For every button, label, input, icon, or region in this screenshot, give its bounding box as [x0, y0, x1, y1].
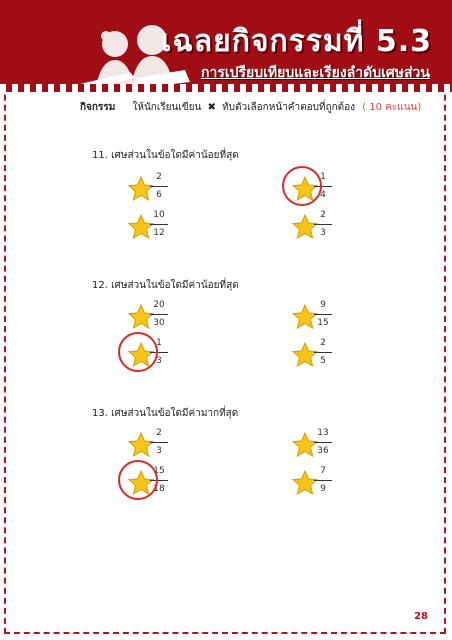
fraction [148, 210, 170, 239]
fraction [148, 300, 170, 329]
question-11-text: 11. เศษส่วนในข้อใดมีค่าน้อยที่สุด [92, 150, 239, 161]
fraction-bar [314, 442, 332, 443]
points-label: ( 10 คะแนน) [362, 102, 422, 113]
activity-label: กิจกรรม [80, 102, 116, 113]
answer-option[interactable] [128, 338, 208, 372]
fraction-bar [314, 352, 332, 353]
fraction-bar [150, 186, 168, 187]
fraction-numerator: 9 [320, 300, 326, 310]
fraction-denominator: 36 [317, 446, 329, 456]
fraction-bar [314, 224, 332, 225]
fraction-numerator: 2 [156, 172, 162, 182]
answer-option[interactable] [128, 172, 208, 206]
fraction [148, 172, 170, 201]
fraction-bar [314, 480, 332, 481]
fraction-denominator: 4 [320, 190, 326, 200]
answer-option[interactable] [292, 172, 372, 206]
instruction-text-before: ให้นักเรียนเขียน [132, 102, 202, 113]
fraction-numerator: 2 [320, 210, 326, 220]
fraction-numerator: 2 [320, 338, 326, 348]
page-border [4, 4, 446, 634]
fraction-numerator: 1 [320, 172, 326, 182]
header-banner [0, 0, 452, 92]
fraction-bar [150, 442, 168, 443]
fraction-numerator: 10 [153, 210, 165, 220]
fraction-bar [314, 314, 332, 315]
fraction-denominator: 6 [156, 190, 162, 200]
page-number: 28 [414, 611, 428, 622]
fraction [312, 466, 334, 495]
fraction-numerator: 20 [153, 300, 165, 310]
fraction [312, 210, 334, 239]
page-title: เฉลยกิจกรรมที่ 5.3 [161, 24, 432, 59]
cross-mark-icon: ✖ [207, 102, 216, 113]
fraction-denominator: 3 [320, 228, 326, 238]
answer-option[interactable] [292, 428, 372, 462]
correct-answer-circle [118, 332, 158, 372]
instruction-text-after: ทับตัวเลือกหน้าคำตอบที่ถูกต้อง [222, 102, 356, 113]
instructions-line [80, 100, 420, 115]
answer-option[interactable] [128, 300, 208, 334]
fraction-bar [150, 314, 168, 315]
page-subtitle: การเปรียบเทียบและเรียงลำดับเศษส่วน [200, 65, 430, 81]
fraction [312, 428, 334, 457]
fraction-numerator: 7 [320, 466, 326, 476]
fraction-denominator: 3 [156, 446, 162, 456]
fraction-bar [150, 224, 168, 225]
fraction-denominator: 15 [317, 318, 329, 328]
fraction [312, 338, 334, 367]
fraction-denominator: 3 [156, 356, 162, 366]
fraction-denominator: 30 [153, 318, 165, 328]
fraction-numerator: 2 [156, 428, 162, 438]
correct-answer-circle [118, 460, 158, 500]
fraction-denominator: 9 [320, 484, 326, 494]
fraction-denominator: 12 [153, 228, 165, 238]
banner-stripe [0, 84, 452, 92]
question-12-text: 12. เศษส่วนในข้อใดมีค่าน้อยที่สุด [92, 280, 239, 291]
answer-option[interactable] [128, 428, 208, 462]
fraction-denominator: 5 [320, 356, 326, 366]
correct-answer-circle [282, 166, 322, 206]
fraction-numerator: 1 [156, 338, 162, 348]
answer-option[interactable] [128, 466, 208, 500]
answer-option[interactable] [292, 300, 372, 334]
fraction-denominator: 18 [153, 484, 165, 494]
fraction [312, 300, 334, 329]
fraction-numerator: 15 [153, 466, 165, 476]
fraction-numerator: 13 [317, 428, 329, 438]
fraction [148, 428, 170, 457]
answer-option[interactable] [292, 466, 372, 500]
answer-option[interactable] [128, 210, 208, 244]
answer-option[interactable] [292, 210, 372, 244]
answer-option[interactable] [292, 338, 372, 372]
question-13-text: 13. เศษส่วนในข้อใดมีค่ามากที่สุด [92, 408, 239, 419]
